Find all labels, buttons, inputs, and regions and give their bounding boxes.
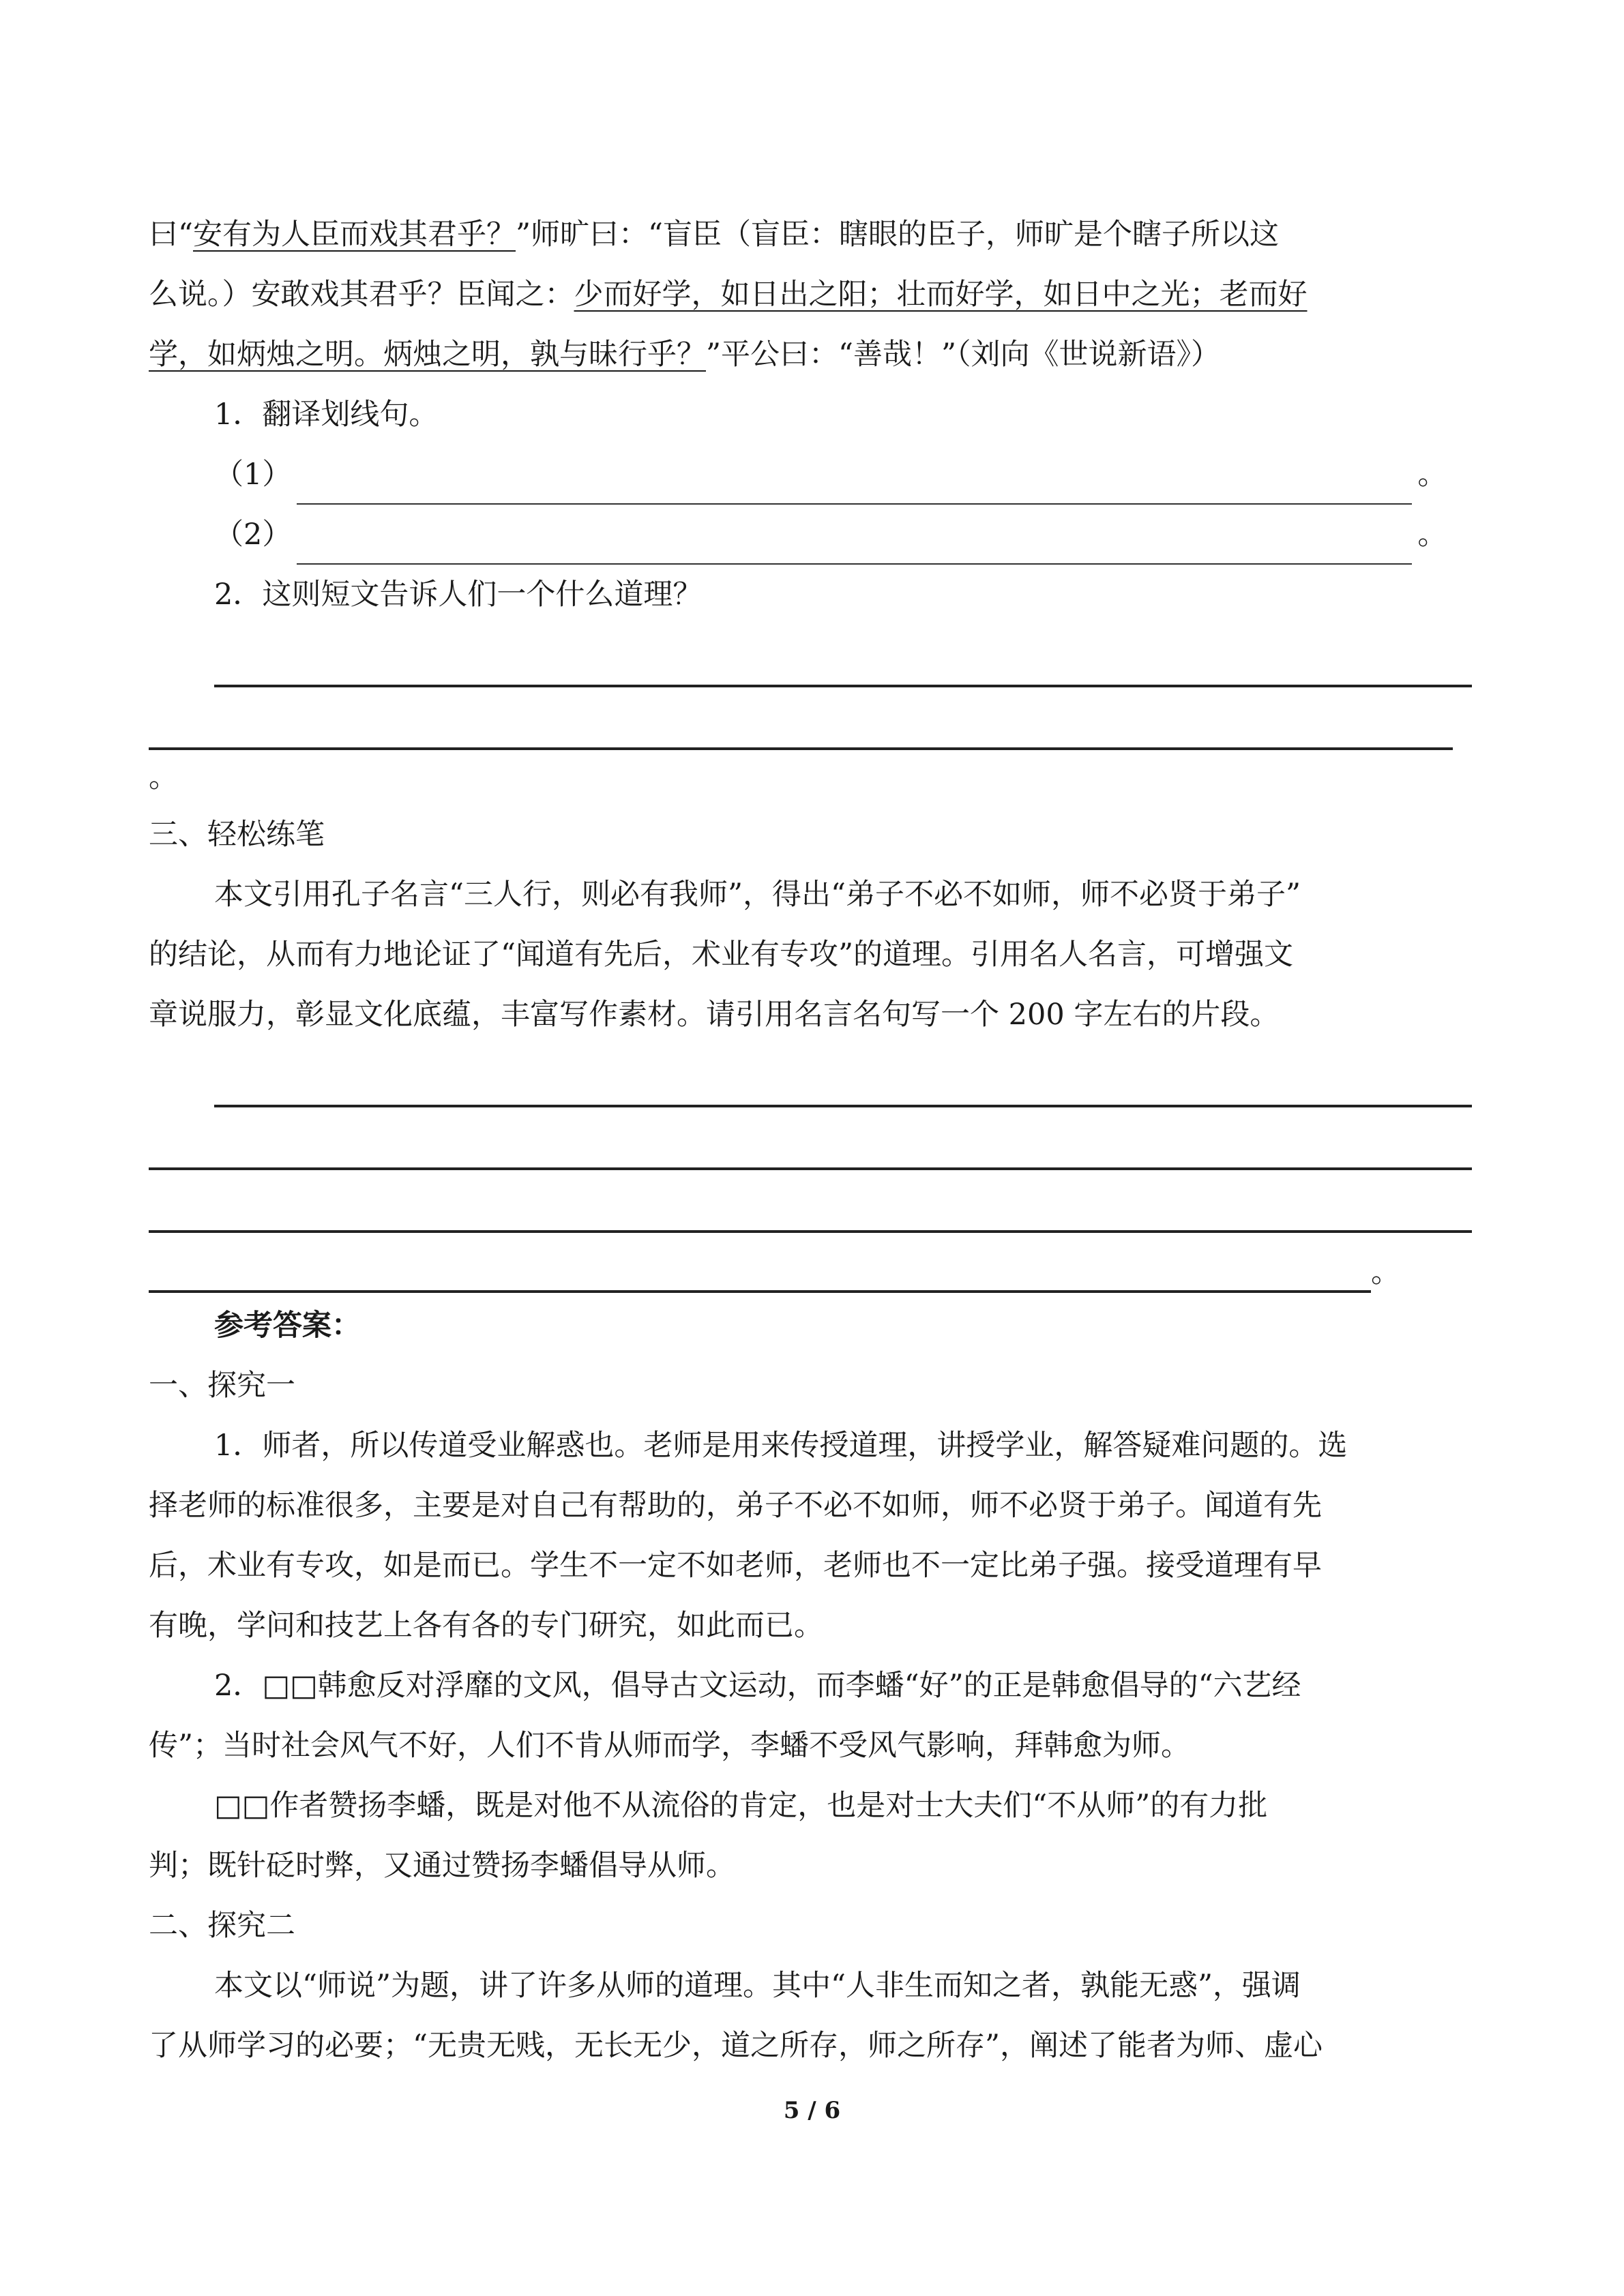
answers-section-2-heading: 二、探究二 xyxy=(149,1909,295,1943)
answer-blank-1[interactable] xyxy=(149,445,1472,505)
answer-line[interactable] xyxy=(214,625,1472,687)
passage-text: 曰“ xyxy=(149,218,193,252)
underlined-sentence-2-cont: 学，如炳烛之明。炳烛之明，孰与昧行乎？ xyxy=(149,338,706,372)
end-mark: 。 xyxy=(1417,518,1447,552)
answers-heading: 参考答案： xyxy=(214,1309,361,1343)
blank-line[interactable] xyxy=(297,469,1412,505)
passage-line-3 xyxy=(149,325,1472,385)
end-mark: 。 xyxy=(1371,1255,1400,1289)
answer-text-line: 择老师的标准很多，主要是对自己有帮助的，弟子不必不如师，师不必贤于弟子。闻道有先 xyxy=(149,1489,1322,1523)
passage-text: ”平公曰：“善哉！”（刘向《世说新语》） xyxy=(706,338,1220,372)
answer-text-line: 了从师学习的必要；“无贵无贱，无长无少，道之所存，师之所存”，阐述了能者为师、虚心 xyxy=(149,2029,1323,2063)
blank-label: （1） xyxy=(214,458,292,492)
section-3-paragraph-line: 本文引用孔子名言“三人行，则必有我师”，得出“弟子不必不如师，师不必贤于弟子” xyxy=(214,878,1301,912)
answer-blank-2[interactable] xyxy=(149,505,1472,565)
end-mark: 。 xyxy=(149,760,178,794)
page-number: 5 / 6 xyxy=(783,2097,841,2124)
answer-text-line: 本文以“师说”为题，讲了许多从师的道理。其中“人非生而知之者，孰能无惑”，强调 xyxy=(214,1969,1301,2003)
underlined-sentence-2: 少而好学，如日出之阳；壮而好学，如日中之光；老而好 xyxy=(574,278,1308,312)
document-page xyxy=(149,205,1472,2076)
question-2-title: 2．这则短文告诉人们一个什么道理？ xyxy=(214,578,703,612)
section-3-paragraph-line: 的结论，从而有力地论证了“闻道有先后，术业有专攻”的道理。引用名人名言，可增强文 xyxy=(149,938,1293,972)
passage-line-2 xyxy=(149,265,1472,325)
writing-line[interactable] xyxy=(149,1233,1371,1293)
answer-line[interactable] xyxy=(149,687,1453,750)
underlined-sentence-1: 安有为人臣而戏其君乎？ xyxy=(192,218,516,252)
answer-text-line: 传”；当时社会风气不好，人们不肯从师而学，李蟠不受风气影响，拜韩愈为师。 xyxy=(149,1729,1190,1763)
section-3-heading: 三、轻松练笔 xyxy=(149,818,325,852)
passage-text: ”师旷曰：“盲臣（盲臣：瞎眼的臣子，师旷是个瞎子所以这 xyxy=(515,218,1279,252)
answer-text-line: □□作者赞扬李蟠，既是对他不从流俗的肯定，也是对士大夫们“不从师”的有力批 xyxy=(214,1789,1268,1823)
writing-line[interactable] xyxy=(214,1045,1472,1107)
writing-line[interactable] xyxy=(149,1170,1472,1233)
passage-line-1 xyxy=(149,205,1472,265)
blank-label: （2） xyxy=(214,518,292,552)
answers-section-1-heading: 一、探究一 xyxy=(149,1369,295,1403)
question-1-title: 1．翻译划线句。 xyxy=(214,398,439,432)
answer-text-line: 1．师者，所以传道受业解惑也。老师是用来传授道理，讲授学业，解答疑难问题的。选 xyxy=(214,1429,1348,1463)
writing-line[interactable] xyxy=(149,1107,1472,1170)
answer-text-line: 2．□□韩愈反对浮靡的文风，倡导古文运动，而李蟠“好”的正是韩愈倡导的“六艺经 xyxy=(214,1669,1301,1703)
answer-text-line: 后，术业有专攻，如是而已。学生不一定不如老师，老师也不一定比弟子强。接受道理有早 xyxy=(149,1549,1322,1583)
answer-text-line: 判；既针砭时弊，又通过赞扬李蟠倡导从师。 xyxy=(149,1849,735,1883)
blank-line[interactable] xyxy=(297,529,1412,565)
section-3-paragraph-line: 章说服力，彰显文化底蕴，丰富写作素材。请引用名言名句写一个 200 字左右的片段。 xyxy=(149,998,1280,1032)
end-mark: 。 xyxy=(1417,458,1447,492)
answer-text-line: 有晚，学问和技艺上各有各的专门研究，如此而已。 xyxy=(149,1609,823,1643)
writing-line-last[interactable] xyxy=(149,1233,1472,1293)
passage-text: 么说。）安敢戏其君乎？臣闻之： xyxy=(149,278,574,312)
